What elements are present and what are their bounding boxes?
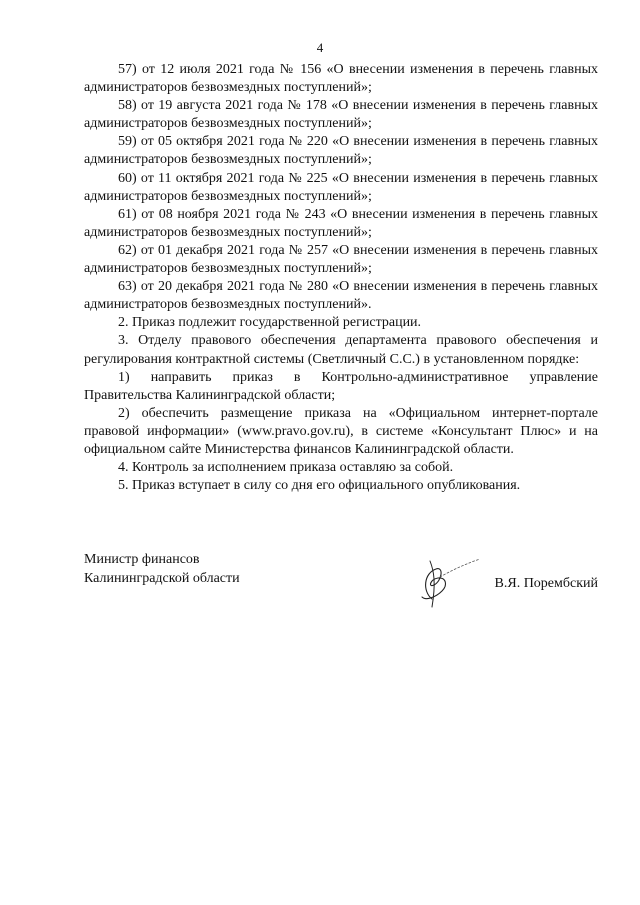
list-item-57: 57) от 12 июля 2021 года № 156 «О внесении изменения в перечень главных администраторов безвозмездных поступлений»;	[84, 62, 598, 96]
clause-5: 5. Приказ вступает в силу со дня его официального опубликования.	[118, 478, 521, 494]
list-item-59: 59) от 05 октября 2021 года № 220 «О внесении изменения в перечень главных администраторов безвозмездных поступлений»;	[84, 134, 598, 168]
list-item-62: 62) от 01 декабря 2021 года № 257 «О внесении изменения в перечень главных администраторов безвозмездных поступлений»;	[84, 242, 598, 277]
clause-2: 2. Приказ подлежит государственной регистрации.	[118, 315, 422, 331]
list-item-63: 63) от 20 декабря 2021 года № 280 «О внесении изменения в перечень главных администраторов безвозмездных поступлений».	[84, 279, 598, 313]
clause-3: 3. Отделу правового обеспечения департамента правового обеспечения и регулирования контрактной системы (Светличный С.С.) в установленном порядке:	[84, 333, 598, 367]
signature-block	[84, 551, 598, 621]
list-item-58: 58) от 19 августа 2021 года № 178 «О внесении изменения в перечень главных администраторов безвозмездных поступлений»;	[84, 98, 598, 132]
list-item-61: 61) от 08 ноября 2021 года № 243 «О внесении изменения в перечень главных администраторов безвозмездных поступлений»;	[84, 206, 598, 240]
clause-3-subitem-1: 1) направить приказ в Контрольно-административное управление Правительства Калининградской области;	[84, 369, 598, 403]
signatory-title-line-1: Министр финансов	[84, 552, 200, 567]
clause-4: 4. Контроль за исполнением приказа оставляю за собой.	[118, 460, 454, 476]
page-number: 4	[316, 40, 324, 55]
handwritten-signature	[402, 551, 502, 611]
document-body	[84, 61, 598, 495]
signatory-title	[84, 551, 314, 588]
signatory-title-line-2: Калининградской области	[84, 570, 240, 586]
clause-3-subitem-2: 2) обеспечить размещение приказа на «Официальном интернет-портале правовой информации» (www.pravo.gov.ru), в системе «Консультант Плюс» и на официальном сайте Министерства финансов Калининградской области.	[84, 405, 598, 457]
list-item-60: 60) от 11 октября 2021 года № 225 «О внесении изменения в перечень главных администраторов безвозмездных поступлений»;	[84, 170, 598, 204]
signatory-name: В.Я. Порембский	[494, 576, 598, 591]
